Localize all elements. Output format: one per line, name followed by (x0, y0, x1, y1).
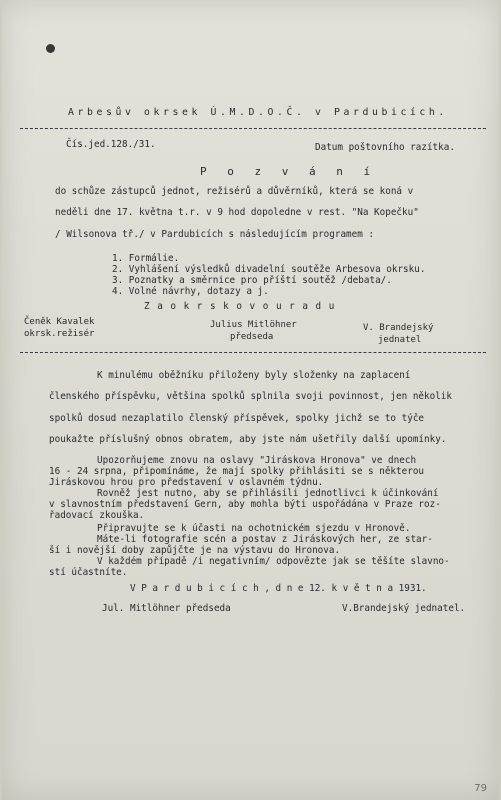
organization-heading: Arbesův okrsek Ú.M.D.O.Č. v Pardubicích. (68, 107, 448, 118)
program-item: 2. Vyhlášení výsledků divadelní soutěže Arbesova okrsku. (112, 264, 426, 275)
header-rule (20, 128, 486, 129)
signatory-left-name: Čeněk Kavalek (24, 317, 95, 327)
postmark-date-note: Datum poštovního razítka. (315, 142, 455, 153)
reference-number: Čís.jed.128./31. (66, 139, 156, 150)
paragraph-line: spolků dosud nezaplatilo členský příspěvek, spolky jichž se to týče (49, 413, 425, 424)
program-item: 1. Formálie. (112, 253, 180, 264)
punch-hole (46, 44, 55, 53)
paragraph-line: řadovací zkouška. (49, 510, 145, 521)
program-item: 4. Volné návrhy, dotazy a j. (112, 286, 269, 297)
paragraph-line: K minulému oběžníku přiloženy byly složenky na zaplacení (97, 370, 411, 381)
paragraph-line: Jiráskovou hrou pro představení v oslavném týdnu. (49, 477, 324, 488)
signatory-left-role: okrsk.režisér (24, 329, 95, 339)
document-page (2, 0, 499, 800)
paragraph-line: Máte-li fotografie scén a postav z Jiráskových her, ze star- (97, 534, 433, 545)
closing-signature-right: V.Brandejský jednatel. (342, 603, 466, 614)
paragraph-line: Připravujte se k účasti na ochotnickém sjezdu v Hronově. (97, 523, 411, 534)
pencil-page-number: 79 (474, 783, 487, 794)
invitation-title: P o z v á n í (200, 165, 378, 178)
paragraph-line: 16 - 24 srpna, připomínáme, že mají spolky přihlásiti se s některou (49, 466, 425, 477)
place-and-date: V P a r d u b i c í c h , d n e 12. k v ě t n a 1931. (130, 583, 427, 594)
paragraph-line: Upozorňujeme znovu na oslavy "Jiráskova Hronova" ve dnech (97, 455, 417, 466)
signatory-middle-role: předseda (230, 332, 274, 342)
paragraph-line: ší i novější doby zapůjčte je na výstavu do Hronova. (49, 545, 341, 556)
section-rule (20, 352, 486, 353)
paragraph-line: poukažte příslušný obnos obratem, aby jste nám ušetřily další upomínky. (49, 434, 447, 445)
paragraph-line: V každém případě /i negativním/ odpovězte jak se těšíte slavno- (97, 556, 450, 567)
signatory-middle-name: Julius Mitlöhner (210, 320, 297, 330)
paragraph-line: Rovněž jest nutno, aby se přihlásili jednotlivci k účinkování (97, 488, 439, 499)
signatories-heading: Z a o k r s k o v o u r a d u (144, 301, 336, 312)
signatory-right-name: V. Brandejský (363, 323, 434, 333)
paragraph-line: v slavnostním představení Gern, aby mohla býti uspořádána v Praze roz- (49, 499, 441, 510)
invitation-line: neděli dne 17. května t.r. v 9 hod dopoledne v rest. "Na Kopečku" (55, 207, 419, 218)
closing-signature-left: Jul. Mitlöhner předseda (102, 603, 231, 614)
invitation-line: do schůze zástupců jednot, režisérů a důvěrníků, která se koná v (55, 186, 414, 197)
paragraph-line: stí účastníte. (49, 567, 128, 578)
invitation-line: / Wilsonova tř./ v Pardubicích s následujícím programem : (55, 229, 375, 240)
program-item: 3. Poznatky a směrnice pro příští soutěž /debata/. (112, 275, 392, 286)
signatory-right-role: jednatel (378, 335, 422, 345)
paragraph-line: členského příspěvku, většina spolků splnila svoji povinnost, jen několik (49, 391, 452, 402)
